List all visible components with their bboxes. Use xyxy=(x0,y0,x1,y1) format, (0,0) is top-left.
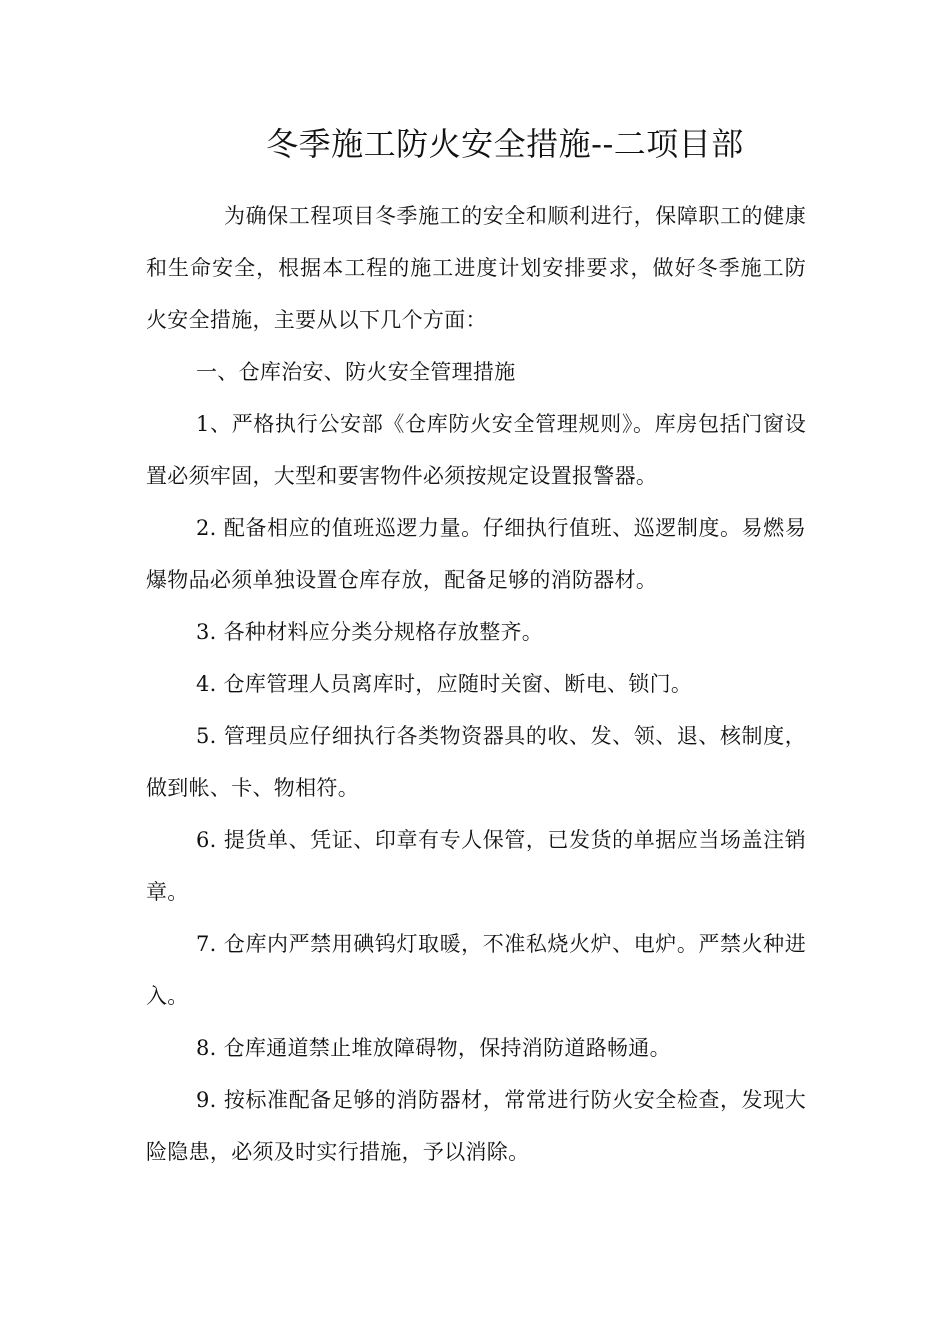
list-item: 9. 按标准配备足够的消防器材，常常进行防火安全检查，发现大险隐患，必须及时实行措施，予以消除。 xyxy=(146,1088,806,1164)
list-item: 5. 管理员应仔细执行各类物资器具的收、发、领、退、核制度，做到帐、卡、物相符。 xyxy=(146,724,806,800)
list-item: 4. 仓库管理人员离库时，应随时关窗、断电、锁门。 xyxy=(196,672,693,696)
intro-paragraph: 为确保工程项目冬季施工的安全和顺利进行，保障职工的健康和生命安全，根据本工程的施工进度计划安排要求，做好冬季施工防火安全措施，主要从以下几个方面： xyxy=(146,204,806,332)
document-body xyxy=(146,190,806,1178)
document-title: 冬季施工防火安全措施--二项目部 xyxy=(266,125,744,163)
list-item: 7. 仓库内严禁用碘钨灯取暖，不准私烧火炉、电炉。严禁火种进入。 xyxy=(146,932,806,1008)
list-item: 8. 仓库通道禁止堆放障碍物，保持消防道路畅通。 xyxy=(196,1036,671,1060)
list-item: 2. 配备相应的值班巡逻力量。仔细执行值班、巡逻制度。易燃易爆物品必须单独设置仓库存放，配备足够的消防器材。 xyxy=(146,516,806,592)
list-item: 6. 提货单、凭证、印章有专人保管，已发货的单据应当场盖注销章。 xyxy=(146,828,806,904)
list-item: 3. 各种材料应分类分规格存放整齐。 xyxy=(196,620,544,644)
section-heading: 一、仓库治安、防火安全管理措施 xyxy=(196,360,516,384)
list-item: 1、严格执行公安部《仓库防火安全管理规则》。库房包括门窗设置必须牢固，大型和要害物件必须按规定设置报警器。 xyxy=(146,412,806,488)
